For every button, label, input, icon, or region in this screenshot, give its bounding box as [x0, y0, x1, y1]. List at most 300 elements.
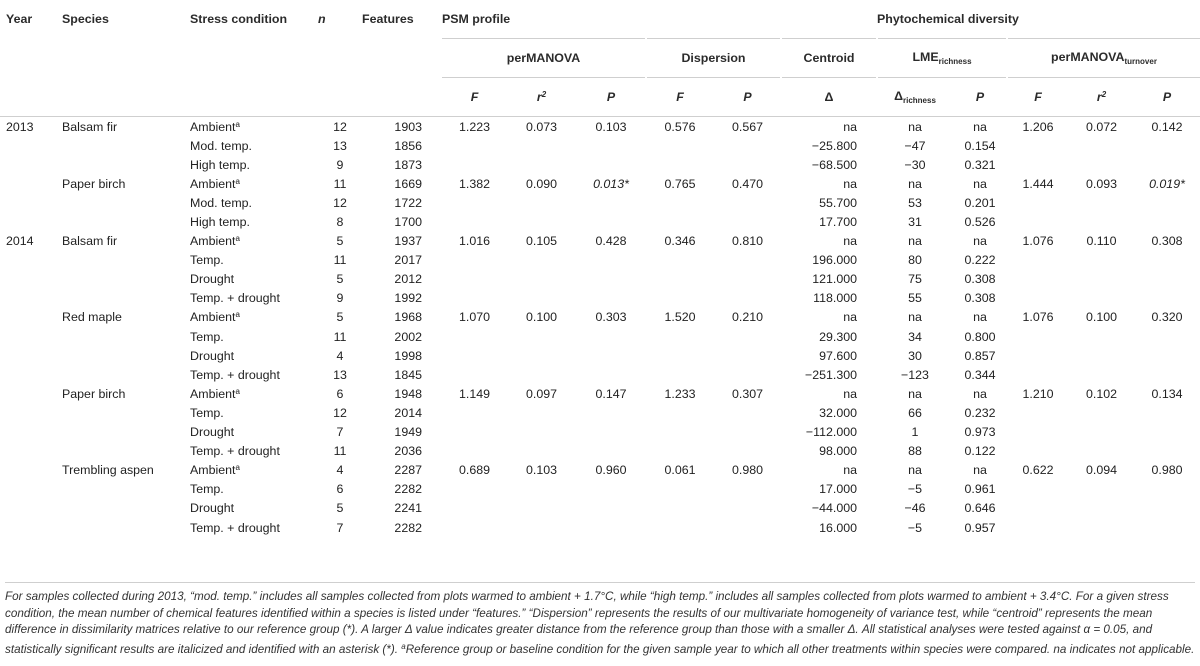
cell-pr2: [507, 518, 576, 537]
cell-dr: na: [908, 234, 922, 249]
cell-centroid: 121.000: [812, 272, 857, 287]
cell-pr2: 0.100: [525, 310, 557, 325]
table-row: [0, 251, 1200, 270]
cell-centroid: 97.600: [819, 348, 857, 363]
cell-features: 1948: [394, 386, 422, 401]
cell-year: [0, 193, 62, 212]
cell-tF: 1.206: [1022, 119, 1054, 134]
header-perm-F: F: [442, 78, 507, 117]
cell-dr: 88: [908, 444, 922, 459]
cell-features: 1856: [394, 138, 422, 153]
cell-dF: [646, 193, 714, 212]
cell-tP: 0.320: [1151, 310, 1183, 325]
cell-tr2: [1069, 136, 1134, 155]
cell-features: 1845: [394, 367, 422, 382]
cell-pP: [576, 365, 646, 384]
cell-tP: 0.308: [1151, 234, 1183, 249]
cell-species: [62, 136, 190, 155]
cell-n: 5: [336, 501, 344, 516]
table-row: [0, 136, 1200, 155]
cell-year: [0, 518, 62, 537]
cell-species: [62, 518, 190, 537]
cell-pP: 0.147: [595, 386, 627, 401]
cell-tr2: [1069, 270, 1134, 289]
cell-n: 13: [333, 138, 347, 153]
cell-n: 12: [333, 119, 347, 134]
cell-tP: [1134, 518, 1200, 537]
cell-features: 2282: [394, 520, 422, 535]
cell-cond: High temp.: [190, 157, 250, 172]
cell-tP: [1134, 499, 1200, 518]
cell-centroid: −44.000: [811, 501, 857, 516]
cell-year: [0, 346, 62, 365]
cell-year: 2014: [6, 234, 34, 249]
cell-year: [0, 270, 62, 289]
cell-features: 2282: [394, 482, 422, 497]
cell-pP: [576, 499, 646, 518]
cell-features: 2287: [394, 463, 422, 478]
cell-n: 5: [336, 234, 344, 249]
table-row: [0, 461, 1200, 480]
header-species: Species: [62, 12, 109, 27]
cell-pr2: [507, 155, 576, 174]
cell-pF: [442, 193, 507, 212]
cell-n: 8: [336, 215, 344, 230]
cell-dP: [714, 136, 781, 155]
header-centroid-delta: Δ: [781, 78, 877, 117]
cell-tr2: [1069, 423, 1134, 442]
cell-dr: −47: [904, 138, 926, 153]
cell-species: [62, 289, 190, 308]
header-permanova-turnover: perMANOVA$_{turnover}$: [1007, 39, 1200, 78]
cell-dP: [714, 403, 781, 422]
cell-pr2: 0.103: [525, 463, 557, 478]
header-psm-profile: PSM profile: [442, 0, 877, 39]
cell-pr2: [507, 251, 576, 270]
cell-tP: [1134, 403, 1200, 422]
cell-pF: [442, 327, 507, 346]
header-lme-richness: $LME_{richness}$: [877, 39, 1007, 78]
cell-pF: [442, 499, 507, 518]
cell-centroid: 29.300: [819, 329, 857, 344]
cell-centroid: 118.000: [813, 291, 857, 306]
cell-year: [0, 136, 62, 155]
header-turn-P: P: [1134, 78, 1200, 117]
cell-centroid: na: [843, 234, 857, 249]
cell-tF: 1.444: [1022, 176, 1054, 191]
cell-cond: Mod. temp.: [190, 195, 252, 210]
cell-features: 1669: [394, 176, 422, 191]
cell-centroid: na: [843, 119, 857, 134]
cell-centroid: na: [843, 463, 857, 478]
cell-tP: 0.134: [1151, 386, 1183, 401]
cell-pP: [576, 518, 646, 537]
cell-dP: [714, 251, 781, 270]
cell-pr2: 0.090: [525, 176, 557, 191]
cell-centroid: 98.000: [819, 444, 857, 459]
cell-tF: [1007, 518, 1069, 537]
cell-pr2: [507, 270, 576, 289]
cell-lP: 0.122: [964, 444, 996, 459]
header-dispersion: Dispersion: [646, 39, 781, 78]
cell-cond: Ambient$^a$: [190, 310, 240, 325]
cell-dP: [714, 365, 781, 384]
cell-lP: na: [973, 463, 987, 478]
cell-pr2: 0.073: [525, 119, 557, 134]
cell-pP: [576, 346, 646, 365]
cell-year: [0, 155, 62, 174]
cell-dP: [714, 423, 781, 442]
table-body: [0, 117, 1200, 538]
cell-tP: [1134, 270, 1200, 289]
cell-dF: 0.576: [664, 119, 696, 134]
cell-year: [0, 212, 62, 231]
cell-lP: 0.222: [964, 253, 996, 268]
cell-dP: [714, 442, 781, 461]
cell-cond: Temp. + drought: [190, 520, 280, 535]
cell-dP: 0.470: [731, 176, 763, 191]
cell-features: 1700: [394, 215, 422, 230]
cell-tP: [1134, 155, 1200, 174]
cell-species: Red maple: [62, 310, 122, 325]
cell-pF: [442, 136, 507, 155]
cell-tr2: [1069, 365, 1134, 384]
cell-centroid: na: [843, 176, 857, 191]
cell-species: [62, 251, 190, 270]
cell-pF: 1.382: [458, 176, 490, 191]
cell-dr: na: [908, 310, 922, 325]
cell-cond: Drought: [190, 501, 235, 516]
cell-cond: Drought: [190, 425, 235, 440]
cell-pr2: [507, 327, 576, 346]
header-perm-r2: $r^2$: [507, 78, 576, 117]
cell-features: 1968: [394, 310, 422, 325]
cell-year: [0, 384, 62, 403]
cell-year: [0, 403, 62, 422]
cell-tP: [1134, 365, 1200, 384]
cell-tP: [1134, 251, 1200, 270]
table-row: [0, 155, 1200, 174]
cell-species: [62, 423, 190, 442]
cell-features: 2014: [394, 405, 422, 420]
cell-species: [62, 442, 190, 461]
header-delta-richness: $\Delta_{richness}$: [877, 78, 953, 117]
cell-tP: [1134, 346, 1200, 365]
cell-dF: 0.346: [664, 234, 696, 249]
cell-tr2: [1069, 518, 1134, 537]
cell-dr: na: [908, 386, 922, 401]
cell-dr: 66: [908, 405, 922, 420]
cell-lP: 0.957: [964, 520, 996, 535]
cell-pF: [442, 365, 507, 384]
cell-dF: [646, 136, 714, 155]
cell-tr2: [1069, 346, 1134, 365]
cell-pP: [576, 442, 646, 461]
cell-tP: [1134, 212, 1200, 231]
cell-dF: 1.520: [664, 310, 696, 325]
cell-species: [62, 480, 190, 499]
cell-lP: na: [973, 119, 987, 134]
cell-year: [0, 289, 62, 308]
cell-n: 13: [333, 367, 347, 382]
table-row: [0, 346, 1200, 365]
cell-tr2: 0.072: [1085, 119, 1117, 134]
cell-pr2: [507, 480, 576, 499]
table-row: [0, 327, 1200, 346]
cell-tP: [1134, 136, 1200, 155]
cell-pF: [442, 270, 507, 289]
cell-species: Balsam fir: [62, 234, 118, 249]
cell-dP: [714, 327, 781, 346]
cell-dP: [714, 193, 781, 212]
table-row: [0, 384, 1200, 403]
cell-tP: [1134, 289, 1200, 308]
cell-cond: Temp.: [190, 482, 224, 497]
cell-dF: [646, 403, 714, 422]
cell-dF: 0.061: [664, 463, 696, 478]
cell-centroid: −25.800: [811, 138, 857, 153]
cell-lP: na: [973, 234, 987, 249]
cell-centroid: 32.000: [819, 405, 857, 420]
table-row: [0, 423, 1200, 442]
cell-cond: Temp.: [190, 405, 224, 420]
header-n: n: [318, 12, 326, 27]
cell-features: 1998: [394, 348, 422, 363]
cell-dr: 34: [908, 329, 922, 344]
cell-tr2: 0.094: [1085, 463, 1117, 478]
cell-tF: [1007, 251, 1069, 270]
cell-tF: [1007, 499, 1069, 518]
table-row: [0, 308, 1200, 327]
cell-centroid: na: [843, 386, 857, 401]
cell-pP: 0.013*: [593, 176, 629, 191]
cell-centroid: na: [843, 310, 857, 325]
cell-dF: [646, 480, 714, 499]
cell-species: Paper birch: [62, 176, 126, 191]
cell-pP: [576, 251, 646, 270]
cell-dP: [714, 270, 781, 289]
header-year: Year: [6, 12, 33, 27]
cell-dF: [646, 518, 714, 537]
cell-dr: 53: [908, 195, 922, 210]
cell-dr: 30: [908, 348, 922, 363]
cell-centroid: 17.700: [819, 215, 857, 230]
table-row: [0, 212, 1200, 231]
cell-pP: [576, 212, 646, 231]
cell-tF: 1.076: [1022, 310, 1054, 325]
cell-lP: 0.961: [964, 482, 996, 497]
cell-species: [62, 327, 190, 346]
cell-pP: [576, 423, 646, 442]
cell-pr2: [507, 289, 576, 308]
cell-centroid: −68.500: [811, 157, 857, 172]
cell-pF: [442, 403, 507, 422]
table-row: [0, 289, 1200, 308]
cell-pr2: 0.097: [525, 386, 557, 401]
cell-centroid: 16.000: [819, 520, 857, 535]
cell-pF: [442, 480, 507, 499]
cell-features: 2012: [394, 272, 422, 287]
cell-pr2: [507, 423, 576, 442]
cell-pP: [576, 480, 646, 499]
cell-dF: [646, 327, 714, 346]
cell-tF: [1007, 480, 1069, 499]
cell-n: 9: [336, 291, 344, 306]
cell-pP: 0.428: [595, 234, 627, 249]
cell-tP: [1134, 327, 1200, 346]
cell-year: [0, 174, 62, 193]
cell-lP: 0.857: [964, 348, 996, 363]
cell-dF: [646, 346, 714, 365]
cell-lP: 0.646: [964, 501, 996, 516]
cell-n: 5: [336, 310, 344, 325]
cell-dr: 80: [908, 253, 922, 268]
cell-pF: [442, 212, 507, 231]
cell-species: [62, 155, 190, 174]
cell-dF: [646, 212, 714, 231]
cell-features: 1937: [394, 234, 422, 249]
cell-tr2: 0.102: [1085, 386, 1117, 401]
cell-tF: [1007, 136, 1069, 155]
cell-dr: −123: [901, 367, 929, 382]
cell-pr2: [507, 442, 576, 461]
cell-pP: [576, 155, 646, 174]
cell-year: 2013: [6, 119, 34, 134]
cell-pF: [442, 289, 507, 308]
cell-dF: [646, 270, 714, 289]
cell-tr2: 0.100: [1085, 310, 1117, 325]
cell-tF: [1007, 155, 1069, 174]
table-row: [0, 442, 1200, 461]
cell-pr2: [507, 346, 576, 365]
cell-tr2: [1069, 155, 1134, 174]
cell-cond: Ambient$^a$: [190, 119, 240, 134]
header-stress-condition: Stress condition: [190, 12, 288, 27]
cell-cond: Mod. temp.: [190, 138, 252, 153]
cell-cond: Drought: [190, 272, 235, 287]
cell-dr: −5: [907, 520, 923, 535]
cell-pr2: [507, 403, 576, 422]
cell-tF: [1007, 346, 1069, 365]
cell-dr: −30: [904, 157, 926, 172]
cell-n: 6: [336, 482, 344, 497]
cell-cond: Temp.: [190, 329, 224, 344]
cell-dP: [714, 289, 781, 308]
cell-pF: 1.070: [458, 310, 490, 325]
cell-tF: [1007, 442, 1069, 461]
cell-tP: 0.980: [1151, 463, 1183, 478]
cell-features: 1903: [394, 119, 422, 134]
cell-tr2: [1069, 212, 1134, 231]
cell-pP: [576, 403, 646, 422]
cell-dP: 0.567: [731, 119, 763, 134]
cell-species: [62, 346, 190, 365]
cell-cond: Temp. + drought: [190, 367, 280, 382]
cell-lP: 0.232: [964, 405, 996, 420]
cell-pP: 0.960: [595, 463, 627, 478]
cell-centroid: 55.700: [819, 195, 857, 210]
cell-tr2: [1069, 327, 1134, 346]
cell-lP: 0.526: [964, 215, 996, 230]
cell-dr: −5: [907, 482, 923, 497]
cell-tP: [1134, 423, 1200, 442]
cell-tF: 1.076: [1022, 234, 1054, 249]
cell-tF: [1007, 423, 1069, 442]
cell-tF: [1007, 327, 1069, 346]
cell-dF: [646, 365, 714, 384]
cell-pF: [442, 442, 507, 461]
cell-centroid: −251.300: [804, 367, 857, 382]
header-disp-P: P: [714, 78, 781, 117]
cell-lP: 0.800: [964, 329, 996, 344]
cell-tF: 1.210: [1022, 386, 1054, 401]
cell-features: 1949: [394, 425, 422, 440]
cell-dP: 0.307: [731, 386, 763, 401]
cell-dr: 31: [908, 215, 922, 230]
cell-dP: 0.980: [731, 463, 763, 478]
cell-pr2: [507, 365, 576, 384]
cell-n: 11: [333, 444, 347, 459]
cell-dP: [714, 155, 781, 174]
cell-pF: [442, 251, 507, 270]
cell-species: [62, 270, 190, 289]
header-permanova: perMANOVA: [442, 39, 646, 78]
cell-tP: [1134, 193, 1200, 212]
cell-features: 1873: [394, 157, 422, 172]
cell-dF: [646, 499, 714, 518]
cell-tF: [1007, 193, 1069, 212]
cell-centroid: 17.000: [819, 482, 857, 497]
header-centroid: Centroid: [781, 39, 877, 78]
cell-pP: 0.303: [595, 310, 627, 325]
cell-pr2: [507, 212, 576, 231]
cell-lP: 0.308: [964, 272, 996, 287]
cell-n: 4: [336, 463, 344, 478]
cell-lP: 0.973: [964, 425, 996, 440]
cell-dr: 55: [908, 291, 922, 306]
cell-lP: 0.344: [964, 367, 996, 382]
cell-tF: 0.622: [1022, 463, 1054, 478]
cell-species: [62, 499, 190, 518]
cell-features: 2017: [394, 253, 422, 268]
cell-tF: [1007, 212, 1069, 231]
cell-n: 11: [333, 329, 347, 344]
table-row: [0, 499, 1200, 518]
cell-lP: 0.201: [964, 195, 996, 210]
cell-pF: 0.689: [458, 463, 490, 478]
cell-tr2: [1069, 403, 1134, 422]
cell-pF: [442, 346, 507, 365]
cell-pF: 1.223: [458, 119, 490, 134]
cell-tF: [1007, 403, 1069, 422]
cell-pP: [576, 289, 646, 308]
cell-dP: [714, 346, 781, 365]
cell-pF: [442, 423, 507, 442]
cell-dr: 75: [908, 272, 922, 287]
cell-n: 11: [333, 176, 347, 191]
table-row: [0, 270, 1200, 289]
cell-dP: [714, 518, 781, 537]
table-row: [0, 174, 1200, 193]
header-phytochemical-diversity: Phytochemical diversity: [877, 0, 1200, 39]
cell-dP: [714, 480, 781, 499]
cell-pF: 1.016: [458, 234, 490, 249]
table-row: [0, 117, 1200, 137]
cell-tF: [1007, 270, 1069, 289]
cell-lP: 0.154: [964, 138, 996, 153]
cell-pF: [442, 155, 507, 174]
cell-pr2: [507, 136, 576, 155]
